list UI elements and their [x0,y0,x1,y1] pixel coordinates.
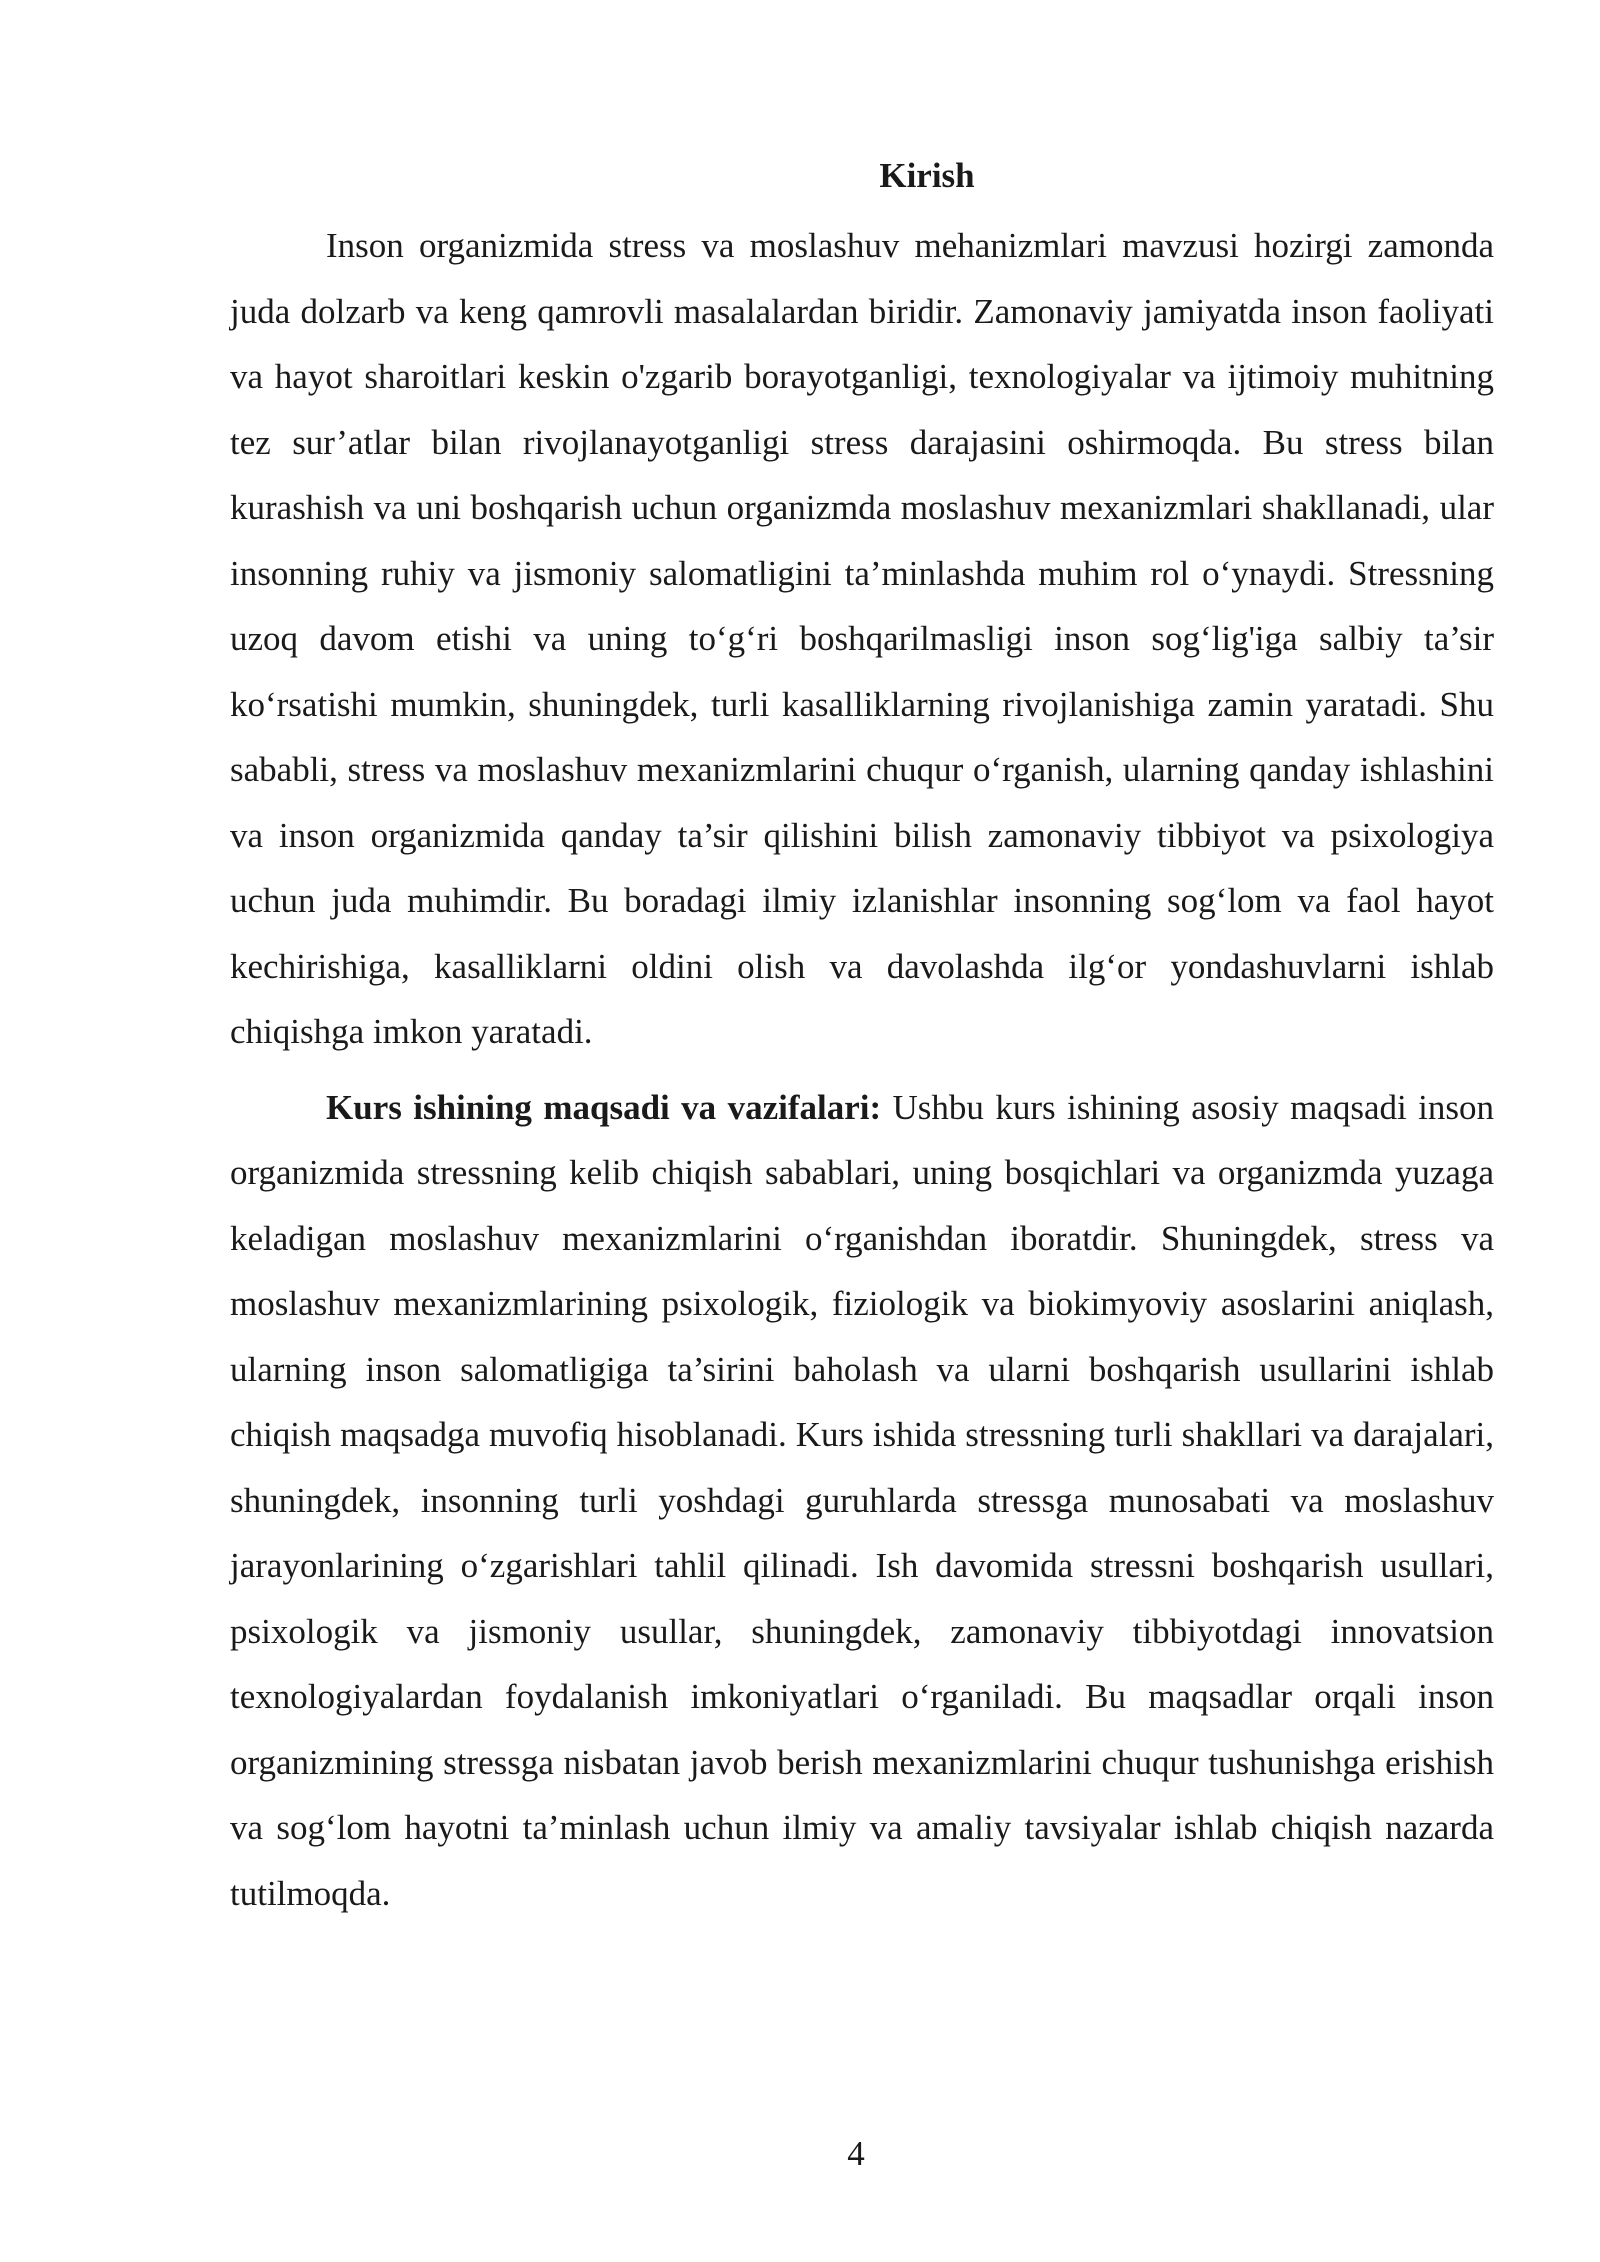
goals-paragraph [230,1075,1494,1927]
goals-body-text: Ushbu kurs ishining asosiy maqsadi inson organizmida stressning kelib chiqish sabablari, uning bosqichlari va organizmda yuzaga keladigan moslashuv mexanizmlarini o‘rganishdan iboratdir. Shuningdek, stress va moslashuv mexanizmlarining psixologik, fiziologik va biokimyoviy asoslarini aniqlash, ularning inson salomatligiga ta’sirini baholash va ularni boshqarish usullarini ishlab chiqish maqsadga muvofiq hisoblanadi. Kurs ishida stressning turli shakllari va darajalari, shuningdek, insonning turli yoshdagi guruhlarda stressga munosabati va moslashuv jarayonlarining o‘zgarishlari tahlil qilinadi. Ish davomida stressni boshqarish usullari, psixologik va jismoniy usullar, shuningdek, zamonaviy tibbiyotdagi innovatsion texnologiyalardan foydalanish imkoniyatlari o‘rganiladi. Bu maqsadlar orqali inson organizmining stressga nisbatan javob berish mexanizmlarini chuqur tushunishga erishish va sog‘lom hayotni ta’minlash uchun ilmiy va amaliy tavsiyalar ishlab chiqish nazarda tutilmoqda. [230,1087,1494,1913]
goals-lead-text: Kurs ishining maqsadi va vazifalari: [326,1087,882,1127]
page-number: 4 [847,2134,865,2173]
section-heading: Kirish [879,156,975,195]
intro-paragraph: Inson organizmida stress va moslashuv mehanizmlari mavzusi hozirgi zamonda juda dolzarb va keng qamrovli masalalardan biridir. Zamonaviy jamiyatda inson faoliyati va hayot sharoitlari keskin o'zgarib borayotganligi, texnologiyalar va ijtimoiy muhitning tez sur’atlar bilan rivojlanayotganligi stress darajasini oshirmoqda. Bu stress bilan kurashish va uni boshqarish uchun organizmda moslashuv mexanizmlari shakllanadi, ular insonning ruhiy va jismoniy salomatligini ta’minlashda muhim rol o‘ynaydi. Stressning uzoq davom etishi va uning to‘g‘ri boshqarilmasligi inson sog‘lig'iga salbiy ta’sir ko‘rsatishi mumkin, shuningdek, turli kasalliklarning rivojlanishiga zamin yaratadi. Shu sababli, stress va moslashuv mexanizmlarini chuqur o‘rganish, ularning qanday ishlashini va inson organizmida qanday ta’sir qilishini bilish zamonaviy tibbiyot va psixologiya uchun juda muhimdir. Bu boradagi ilmiy izlanishlar insonning sog‘lom va faol hayot kechirishiga, kasalliklarni oldini olish va davolashda ilg‘or yondashuvlarni ishlab chiqishga imkon yaratadi. [230,226,1494,1051]
page-content [230,146,1494,1926]
